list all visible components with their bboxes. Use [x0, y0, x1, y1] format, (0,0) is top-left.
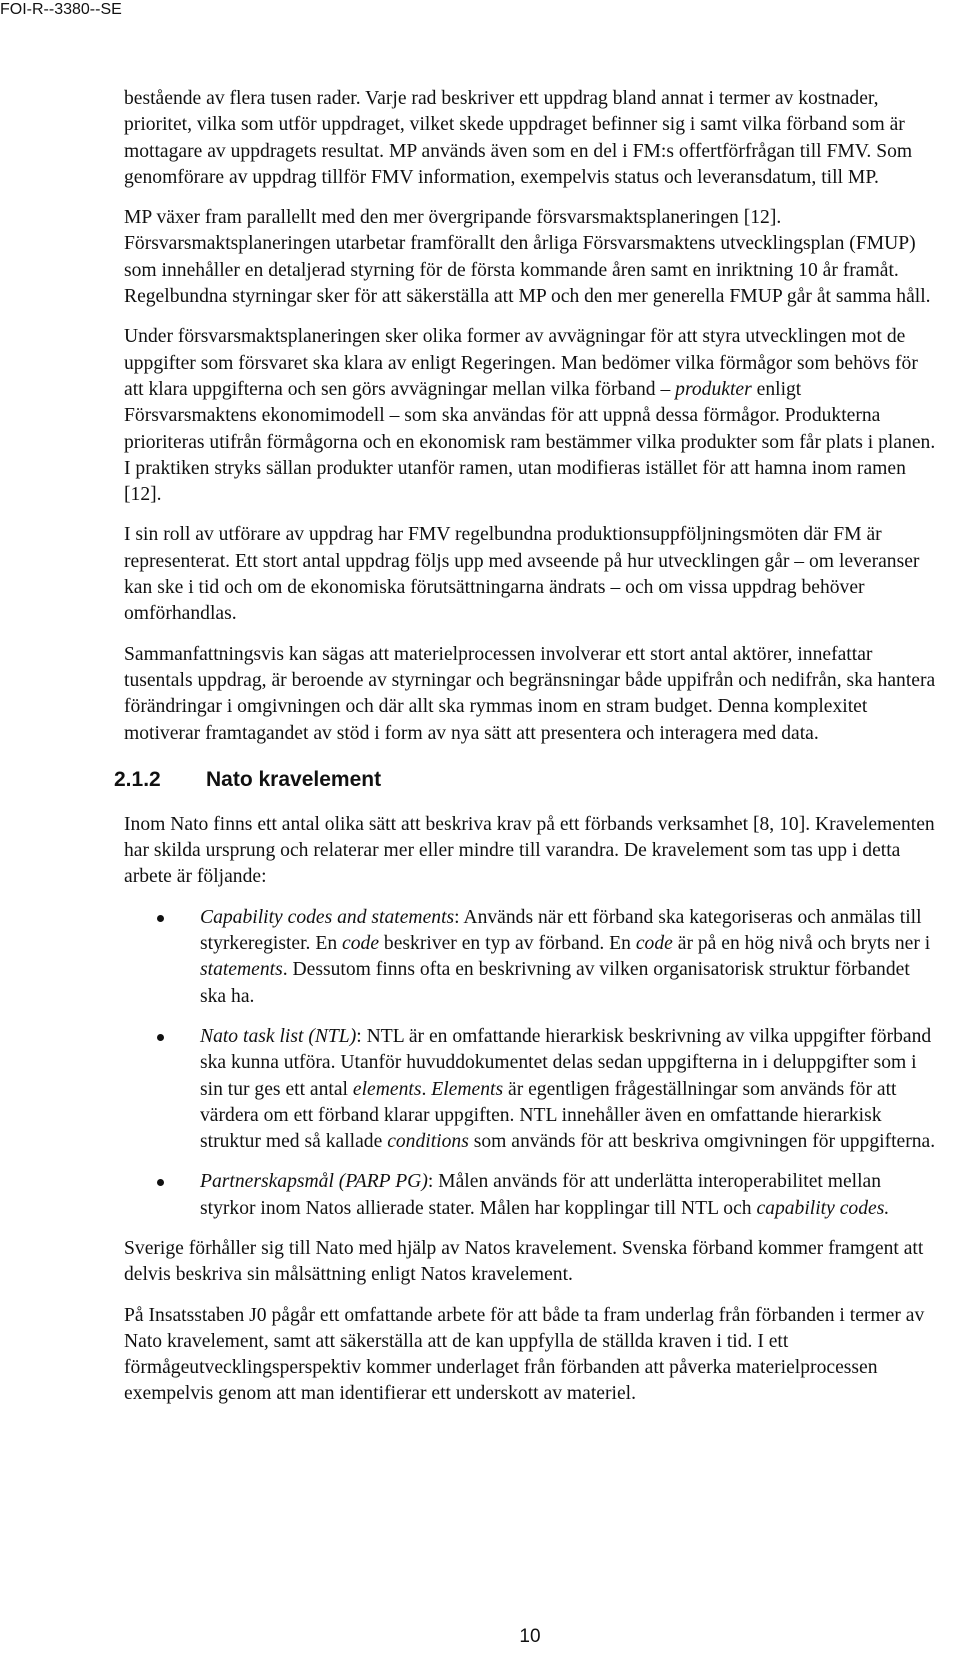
italic-text-run: capability codes. [756, 1197, 890, 1219]
list-item-text [200, 907, 930, 1007]
section-number: 2.1.2 [114, 767, 161, 791]
paragraph [124, 324, 936, 508]
paragraph [124, 205, 936, 310]
text-run: Inom Nato finns ett antal olika sätt att beskriva krav på ett förbands verksamhet [8, 10]. Kravelementen har skilda ursprung och relaterar mer eller mindre till varandra. De kravelement som tas upp i detta arbete är följande: [124, 813, 935, 888]
italic-text-run: statements [200, 959, 283, 981]
paragraph [124, 1236, 936, 1289]
text-run: är egentligen frågeställningar som används för att värdera om ett förband klarar uppgiften. NTL innehåller även en omfattande hierarkisk struktur med så kallade [200, 1078, 897, 1153]
bullet-list [124, 905, 936, 1222]
bullet-dot-icon [157, 1179, 164, 1186]
list-item [124, 905, 936, 1010]
bullet-dot-icon [157, 1034, 164, 1041]
text-run: MP växer fram parallellt med den mer övergripande försvarsmaktsplaneringen [12]. Försvarsmaktsplaneringen utarbetar framförallt den årliga Försvarsmaktens utvecklingsplan (FMUP) som innehåller en detaljerad styrning för de första kommande åren samt en inriktning 10 år framåt. Regelbundna styrningar sker för att säkerställa att MP och den mer generella FMUP går åt samma håll. [124, 207, 931, 308]
italic-text-run: code [635, 933, 673, 955]
italic-text-run: elements [352, 1078, 422, 1100]
text-run: : NTL är en omfattande hierarkisk beskrivning av vilka uppgifter förband ska kunna utföra. Utanför huvuddokumentet delas sedan uppgifterna in i deluppgifter som i sin tur ges ett antal [200, 1025, 932, 1100]
text-run: : Målen används för att underlätta interoperabilitet mellan styrkor inom Natos allierade stater. Målen har kopplingar till NTL och [200, 1171, 882, 1219]
text-run: är på en hög nivå och bryts ner i [672, 933, 931, 955]
text-run: I sin roll av utförare av uppdrag har FMV regelbundna produktionsuppföljningsmöten där FM är representerat. Ett stort antal uppdrag följs upp med avseende på hur utvecklingen går – om leveranser kan ske i tid och om de ekonomiska förutsättningarna ändrats – och om vissa uppdrag behöver omförhandlas. [124, 524, 920, 625]
italic-text-run: Capability codes and statements [200, 906, 455, 928]
italic-text-run: code [342, 933, 380, 955]
italic-text-run: Nato task list (NTL) [200, 1025, 357, 1047]
text-run: Sammanfattningsvis kan sägas att materielprocessen involverar ett stort antal aktörer, innefattar tusentals uppdrag, är beroende av styrningar och begränsningar både uppifrån och nedifrån, ska hantera förändringar i omgivningen och där allt ska rymmas inom en stram budget. Denna komplexitet motiverar framtagandet av stöd i form av nya sätt att presentera och interagera med data. [124, 643, 936, 744]
text-run: . [421, 1078, 432, 1100]
text-run: Sverige förhåller sig till Nato med hjälp av Natos kravelement. Svenska förband kommer framgent att delvis beskriva sin målsättning enligt Natos kravelement. [124, 1237, 924, 1286]
list-item-text [200, 1026, 935, 1152]
list-item [124, 1169, 936, 1222]
text-run: enligt Försvarsmaktens ekonomimodell – som ska användas för att uppnå dessa förmågor. Produkterna prioriteras utifrån förmågorna och en ekonomisk ram bestämmer vilka produkter som får plats i planen. I praktiken stryks sällan produkter utanför ramen, utan modifieras istället för att hamna inom ramen [12]. [124, 378, 936, 506]
paragraph [124, 642, 936, 747]
italic-text-run: produkter [675, 378, 752, 400]
text-run: Under försvarsmaktsplaneringen sker olika former av avvägningar för att styra utvecklingen mot de uppgifter som försvaret ska klara av enligt Regeringen. Man bedömer vilka förmågor som behövs för att klara uppgifterna och sen görs avvägningar mellan vilka förband – [124, 326, 918, 400]
paragraph [124, 522, 936, 627]
report-id: FOI-R--3380--SE [0, 1, 122, 18]
text-run: : Används när ett förband ska kategoriseras och anmälas till styrkeregister. En [200, 906, 922, 955]
text-run: bestående av flera tusen rader. Varje rad beskriver ett uppdrag bland annat i termer av kostnader, prioritet, vilka som utför uppdraget, vilket skede uppdraget befinner sig i samt vilka förband som är mottagare av uppdragets resultat. MP används även som en del i FM:s offertförfrågan till FMV. Som genomförare av uppdrag tillför FMV information, exempelvis status och leveransdatum, till MP. [124, 88, 913, 188]
page-number: 10 [519, 1626, 541, 1647]
list-item [124, 1024, 936, 1155]
list-item-text [200, 1171, 889, 1218]
document-body [114, 86, 936, 1422]
text-run: beskriver en typ av förband. En [379, 933, 636, 955]
text-run: . Dessutom finns ofta en beskrivning av vilken organisatorisk struktur förbandet ska ha. [200, 959, 910, 1007]
text-run: som används för att beskriva omgivningen för uppgifterna. [468, 1131, 936, 1153]
bullet-dot-icon [157, 915, 164, 922]
italic-text-run: conditions [387, 1131, 469, 1153]
italic-text-run: Elements [431, 1078, 504, 1100]
section-title: Nato kravelement [206, 767, 382, 791]
italic-text-run: Partnerskapsmål (PARP PG) [200, 1171, 428, 1193]
paragraph [124, 86, 936, 191]
text-run: På Insatsstaben J0 pågår ett omfattande arbete för att både ta fram underlag från förbanden i termer av Nato kravelement, samt att säkerställa att de kan uppfylla de ställda kraven i tid. I ett förmågeutvecklingsperspektiv kommer underlaget från förbanden att påverka materielprocessen exempelvis genom att man identifierar ett underskott av materiel. [124, 1304, 925, 1405]
section-heading [114, 765, 926, 795]
paragraph [124, 812, 936, 891]
paragraph [124, 1303, 936, 1408]
